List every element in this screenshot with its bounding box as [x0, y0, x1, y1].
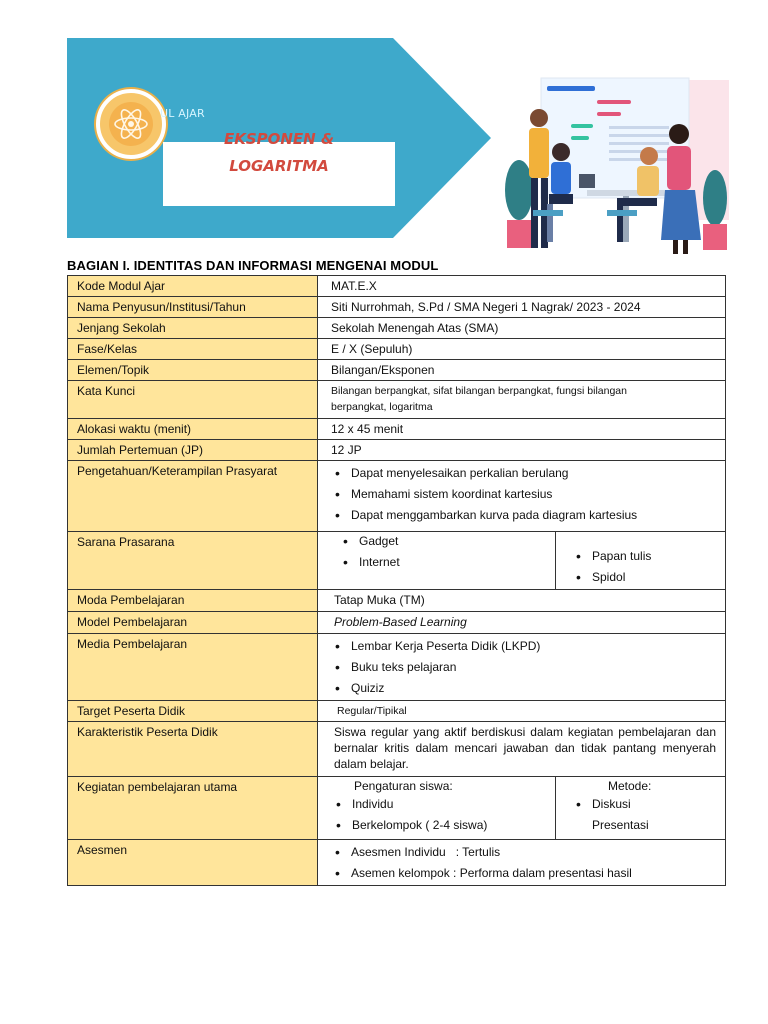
- list-item: • Quiziz: [337, 678, 716, 699]
- table-row: [68, 840, 726, 886]
- method-list: [556, 794, 725, 836]
- atom-logo-icon: [96, 89, 166, 159]
- row-value: Siswa regular yang aktif berdiskusi dalam kegiatan pembelajaran dan bernalar kritis dalam mencari jawaban dan tidak pantang menyerah dalam belajar.: [318, 722, 726, 777]
- student-arrangement-list: [318, 794, 555, 836]
- table-row: [68, 419, 726, 440]
- row-value: Regular/Tipikal: [318, 701, 726, 722]
- table-row: [68, 381, 726, 419]
- facilities-list-right: [556, 546, 725, 588]
- table-row: [68, 612, 726, 634]
- row-value: Siti Nurrohmah, S.Pd / SMA Negeri 1 Nagrak/ 2023 - 2024: [318, 297, 726, 318]
- row-value: [318, 840, 726, 886]
- list-item: • Asesmen Individu : Tertulis: [337, 842, 716, 863]
- keywords-line1: Bilangan berpangkat, sifat bilangan berpangkat, fungsi bilangan: [331, 385, 627, 397]
- row-value: [318, 634, 726, 701]
- list-item: • Lembar Kerja Peserta Didik (LKPD): [337, 636, 716, 657]
- list-item: Presentasi: [592, 818, 649, 832]
- row-label: Target Peserta Didik: [68, 701, 318, 722]
- table-row: [68, 701, 726, 722]
- row-label: Kegiatan pembelajaran utama: [68, 777, 318, 840]
- row-label: Pengetahuan/Keterampilan Prasyarat: [68, 461, 318, 532]
- row-label: Kode Modul Ajar: [68, 276, 318, 297]
- list-item: • Papan tulis: [578, 546, 725, 567]
- table-row: [68, 590, 726, 612]
- table-row: [68, 777, 726, 840]
- table-row: [68, 339, 726, 360]
- row-label: Jumlah Pertemuan (JP): [68, 440, 318, 461]
- facilities-left: [318, 532, 556, 589]
- row-label: Model Pembelajaran: [68, 612, 318, 634]
- row-value: E / X (Sepuluh): [318, 339, 726, 360]
- row-value: Sekolah Menengah Atas (SMA): [318, 318, 726, 339]
- list-item: • Spidol: [578, 567, 725, 588]
- prerequisite-list: [331, 463, 716, 526]
- student-arrangement: [318, 777, 556, 839]
- module-title-line1: EKSPONEN &: [223, 130, 335, 148]
- row-value: Bilangan/Eksponen: [318, 360, 726, 381]
- table-row: [68, 532, 726, 590]
- row-label: Elemen/Topik: [68, 360, 318, 381]
- row-label: Nama Penyusun/Institusi/Tahun: [68, 297, 318, 318]
- method-title: Metode:: [608, 779, 652, 793]
- module-label: UL AJAR: [160, 107, 205, 120]
- method: [556, 777, 725, 839]
- row-label: Jenjang Sekolah: [68, 318, 318, 339]
- row-label: Media Pembelajaran: [68, 634, 318, 701]
- list-item: • Dapat menyelesaikan perkalian berulang: [337, 463, 716, 484]
- row-value: Tatap Muka (TM): [318, 590, 726, 612]
- facilities-list-left: [318, 531, 555, 573]
- facilities-right: [556, 532, 725, 589]
- media-list: [331, 636, 716, 699]
- table-row: [68, 722, 726, 777]
- row-label: Karakteristik Peserta Didik: [68, 722, 318, 777]
- list-item: • Gadget: [345, 531, 555, 552]
- assessment-list: [331, 842, 716, 884]
- row-value: 12 JP: [318, 440, 726, 461]
- list-item: • Memahami sistem koordinat kartesius: [337, 484, 716, 505]
- row-label: Kata Kunci: [68, 381, 318, 419]
- module-title-line2: LOGARITMA: [229, 157, 329, 175]
- table-row: [68, 318, 726, 339]
- table-row: [68, 297, 726, 318]
- list-item: • Diskusi: [578, 794, 725, 815]
- table-row: [68, 276, 726, 297]
- row-value: Problem-Based Learning: [318, 612, 726, 634]
- module-identity-table: [67, 275, 726, 886]
- student-arrangement-title: Pengaturan siswa:: [354, 779, 453, 793]
- row-value: [318, 461, 726, 532]
- table-row: [68, 440, 726, 461]
- list-item: • Dapat menggambarkan kurva pada diagram kartesius: [337, 505, 716, 526]
- table-row: [68, 461, 726, 532]
- row-label: Alokasi waktu (menit): [68, 419, 318, 440]
- module-title: [163, 126, 395, 180]
- row-label: Sarana Prasarana: [68, 532, 318, 590]
- row-label: Fase/Kelas: [68, 339, 318, 360]
- list-item: • Berkelompok ( 2-4 siswa): [338, 815, 555, 836]
- row-label: Asesmen: [68, 840, 318, 886]
- row-value: [318, 777, 726, 840]
- list-item: • Internet: [345, 552, 555, 573]
- row-value: 12 x 45 menit: [318, 419, 726, 440]
- section-heading: BAGIAN I. IDENTITAS DAN INFORMASI MENGENAI MODUL: [67, 258, 439, 273]
- list-item: • Asemen kelompok : Performa dalam presentasi hasil: [337, 863, 716, 884]
- row-label: Moda Pembelajaran: [68, 590, 318, 612]
- list-item: • Buku teks pelajaran: [337, 657, 716, 678]
- row-value: [318, 381, 726, 419]
- row-value: [318, 532, 726, 590]
- table-row: [68, 360, 726, 381]
- team-meeting-illustration: [499, 70, 735, 260]
- list-item: • Individu: [338, 794, 555, 815]
- table-row: [68, 634, 726, 701]
- keywords-line2: berpangkat, logaritma: [331, 401, 433, 413]
- row-value: MAT.E.X: [318, 276, 726, 297]
